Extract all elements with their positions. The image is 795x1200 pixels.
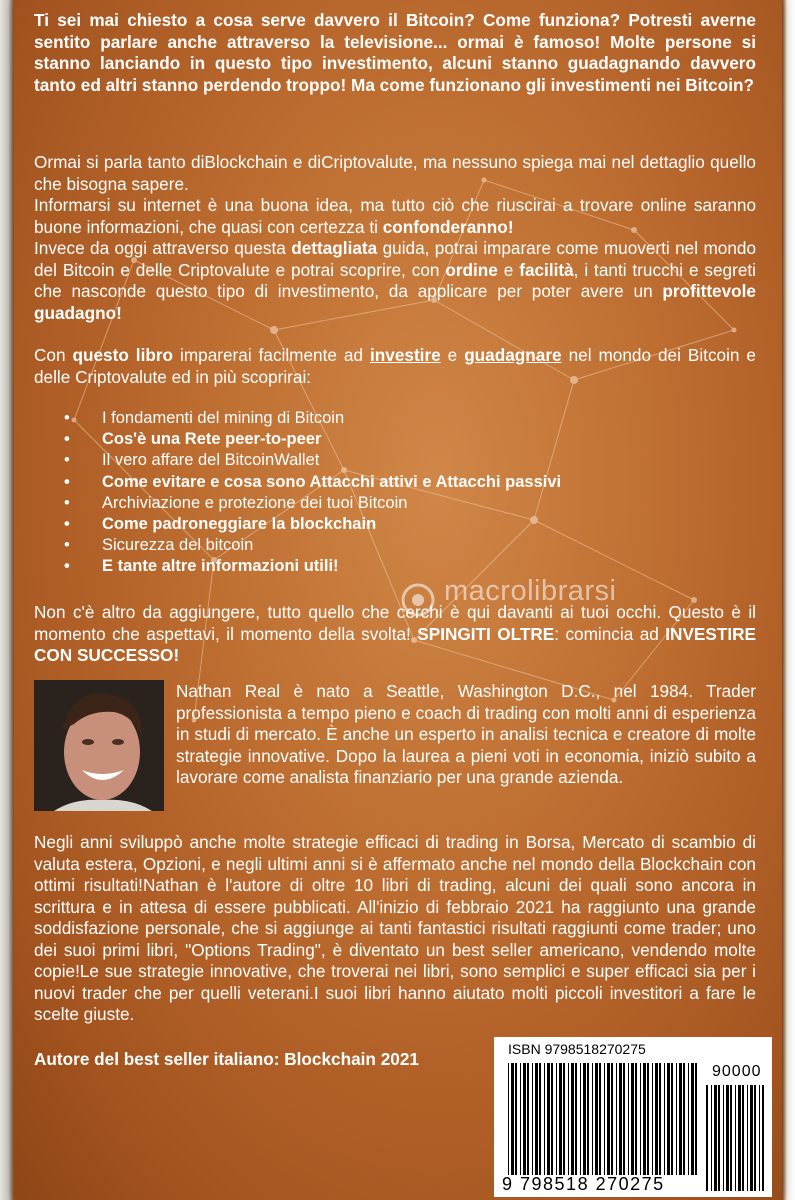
para3-underline-guadagnare: guadagnare (464, 345, 562, 365)
barcode-bars-main (508, 1063, 700, 1175)
barcode-bar (599, 1063, 601, 1175)
price-code: 90000 (712, 1063, 762, 1080)
para4-bold-spingiti: SPINGITI OLTRE (417, 623, 555, 644)
barcode-bar (714, 1085, 717, 1191)
barcode-bar (730, 1085, 732, 1191)
para2-line3-text-e: e (497, 259, 520, 280)
para4-bold-investire: INVESTIRE CON SUCCESSO (34, 623, 757, 665)
para3-underline-investire: investire (370, 345, 441, 365)
para3-text-e: e (440, 345, 465, 365)
watermark-text: macrolibrarsi (444, 575, 617, 607)
para2-line3-text-c: guida, potrai imparare come muoverti nel mondo del Bitcoin e delle Criptovalute e potrai scoprire, con (34, 238, 756, 280)
call-to-action-paragraph (34, 602, 756, 667)
barcode-bar (762, 1085, 764, 1191)
barcode-bar (604, 1063, 605, 1175)
barcode-bar (592, 1063, 593, 1175)
barcode-bar (616, 1063, 617, 1175)
blockchain-paragraph (34, 152, 756, 324)
isbn-barcode (494, 1037, 772, 1197)
bullet-item: • I fondamenti del mining di Bitcoin (64, 408, 561, 429)
barcode-bar (718, 1085, 720, 1191)
barcode-bar (711, 1085, 712, 1191)
barcode-bar (563, 1063, 565, 1175)
bullet-item: • Cos'è una Rete peer-to-peer (64, 429, 561, 450)
barcode-bar (575, 1063, 577, 1175)
para3-text-a: Con (34, 345, 73, 365)
barcode-bar (515, 1063, 517, 1175)
barcode-bar (667, 1063, 670, 1175)
barcode-bar (726, 1085, 729, 1191)
barcode-bar (556, 1063, 557, 1175)
para3-text-g: nel mondo dei Bitcoin e delle Criptovalute ed in più scoprirai: (34, 345, 756, 387)
barcode-bar (671, 1063, 673, 1175)
barcode-bar (738, 1085, 741, 1191)
bullet-item: • E tante altre informazioni utili! (64, 556, 561, 577)
barcode-bar (607, 1063, 610, 1175)
para2-line3-text-g: , i tanti trucchi e segreti che nasconde questo tipo di investimento, da applicare per poter avere un (34, 259, 756, 301)
bullet-item: • Sicurezza del bitcoin (64, 535, 561, 556)
barcode-bar (623, 1063, 625, 1175)
bullet-item: • Come padroneggiare la blockchain (64, 514, 561, 535)
barcode-bar (532, 1063, 533, 1175)
barcode-digits: 9 798518 270275 (502, 1174, 665, 1194)
para4-text-end: ! (173, 645, 180, 665)
bullet-item: • Archiviazione e protezione dei tuoi Bitcoin (64, 493, 561, 514)
barcode-bar (679, 1063, 682, 1175)
barcode-bar (520, 1063, 521, 1175)
para2-bold-ordine: ordine (445, 259, 498, 280)
barcode-bar (750, 1085, 753, 1191)
author-bio-long: Negli anni sviluppò anche molte strategie efficaci di trading in Borsa, Mercato di scambio di valuta estera, Opzioni, e negli ultimi anni si è affermato anche nel mondo della Blockchain con ottimi risultati!Nathan è l'autore di oltre 10 libri di trading, alcuni dei quali sono ancora in scrittura e in attesa di essere pubblicati. All'inizio di febbraio 2021 ha raggiunto una grande soddisfazione personale, che si aggiunge ai tanti fantastici risultati raggiunti come trader; uno dei suoi primi libri, "Options Trading", è diventato un best seller americano, vendendo molte copie!Le sue strategie innovative, che troverai nei libri, sono semplici e super efficaci sia per i nuovi trader che per quelli veterani.I suoi libri hanno aiutato molti piccoli investitori a fare le scelte giuste. (34, 832, 756, 1024)
barcode-bar (742, 1085, 744, 1191)
para2-bold-profittevole: profittevole guadagno (34, 281, 756, 323)
barcode-bar (544, 1063, 545, 1175)
barcode-bar (652, 1063, 653, 1175)
barcode-bar (647, 1063, 649, 1175)
barcode-bar (551, 1063, 553, 1175)
para2-line2-end: ! (507, 216, 514, 237)
barcode-bar (759, 1085, 760, 1191)
barcode-bar (640, 1063, 641, 1175)
bullet-item: • Il vero affare del BitcoinWallet (64, 450, 561, 471)
barcode-bar (691, 1063, 694, 1175)
barcode-bar (735, 1085, 736, 1191)
barcode-bar (583, 1063, 586, 1175)
bullet-item: • Come evitare e cosa sono Attacchi attivi e Attacchi passivi (64, 472, 561, 493)
barcode-bar (571, 1063, 574, 1175)
barcode-bar (619, 1063, 622, 1175)
barcode-bar (547, 1063, 550, 1175)
barcode-bar (539, 1063, 541, 1175)
barcode-bar (527, 1063, 529, 1175)
barcode-bars-addon (706, 1085, 764, 1191)
book-spine-edge (0, 0, 14, 1200)
barcode-bar (706, 1085, 708, 1191)
barcode-bar (655, 1063, 658, 1175)
barcode-bar (635, 1063, 637, 1175)
para2-line1: Ormai si parla tanto diBlockchain e diCriptovalute, ma nessuno spiega mai nel dettaglio quello che bisogna sapere. (34, 152, 756, 194)
barcode-bar (511, 1063, 514, 1175)
barcode-bar (695, 1063, 697, 1175)
para2-line3-text-a: Invece da oggi attraverso questa (34, 238, 292, 258)
barcode-bar (611, 1063, 613, 1175)
book-back-cover (14, 0, 782, 1200)
book-right-edge (782, 0, 795, 1200)
para2-line2-text: Informarsi su internet è una buona idea, ma tutto ciò che riuscirai a trovare online saranno buone informazioni, che quasi con certezza ti (34, 195, 756, 237)
barcode-bar (688, 1063, 689, 1175)
barcode-bar (723, 1085, 724, 1191)
barcode-bar (580, 1063, 581, 1175)
barcode-bar (643, 1063, 646, 1175)
para2-bold-confonderanno: confonderanno (382, 216, 508, 237)
para2-bold-dettagliata: dettagliata (291, 238, 378, 258)
barcode-bar (559, 1063, 562, 1175)
barcode-bar (568, 1063, 569, 1175)
isbn-label: ISBN 9798518270275 (508, 1041, 646, 1057)
barcode-bar (535, 1063, 538, 1175)
para2-line2 (34, 195, 756, 238)
intro-paragraph: Ti sei mai chiesto a cosa serve davvero il Bitcoin? Come funziona? Potresti averne sentito parlare anche attraverso la televisione... ormai è famoso! Molte persone si stanno lanciando in questo tipo investimento, alcuni stanno guadagnando davvero tanto ed altri stanno perdendo troppo! Ma come funzionano gli investimenti nei Bitcoin? (34, 10, 756, 95)
author-bio-short: Nathan Real è nato a Seattle, Washington D.C., nel 1984. Trader professionista a tempo pieno e coach di trading con molti anni di esperienza in studi di mercato. È anche un esperto in analisi tecnica e creatore di molte strategie innovative. Dopo la laurea a pieni voti in economia, iniziò subito a lavorare come analista finanziario per una grande azienda. (176, 681, 756, 787)
author-portrait-graphic (34, 680, 164, 811)
para2-line3-end: ! (116, 302, 122, 323)
barcode-bar (664, 1063, 665, 1175)
barcode-bar (659, 1063, 661, 1175)
topics-bullet-list (64, 408, 561, 578)
author-photo (34, 680, 164, 811)
bestseller-line: Autore del best seller italiano: Blockchain 2021 (34, 1049, 419, 1069)
barcode-bar (628, 1063, 629, 1175)
barcode-bar (747, 1085, 748, 1191)
para2-bold-facilita: facilità (519, 259, 574, 280)
para3-text-c: imparerai facilmente ad (173, 345, 370, 365)
para4-text-c: : comincia ad (554, 623, 666, 644)
barcode-bar (683, 1063, 685, 1175)
barcode-bar (676, 1063, 677, 1175)
barcode-bar (508, 1063, 509, 1175)
barcode-bar (754, 1085, 756, 1191)
barcode-bar (595, 1063, 598, 1175)
para3-bold-questo-libro: questo libro (72, 345, 174, 365)
barcode-bar (587, 1063, 589, 1175)
barcode-bar (631, 1063, 634, 1175)
barcode-bar (523, 1063, 526, 1175)
book-promise-paragraph (34, 345, 756, 388)
para2-line3 (34, 238, 756, 324)
para4-text-a: Non c'è altro da aggiungere, tutto quello che cerchi è qui davanti ai tuoi occhi. Questo è il momento che aspettavi, il momento della svolta! (34, 602, 756, 644)
